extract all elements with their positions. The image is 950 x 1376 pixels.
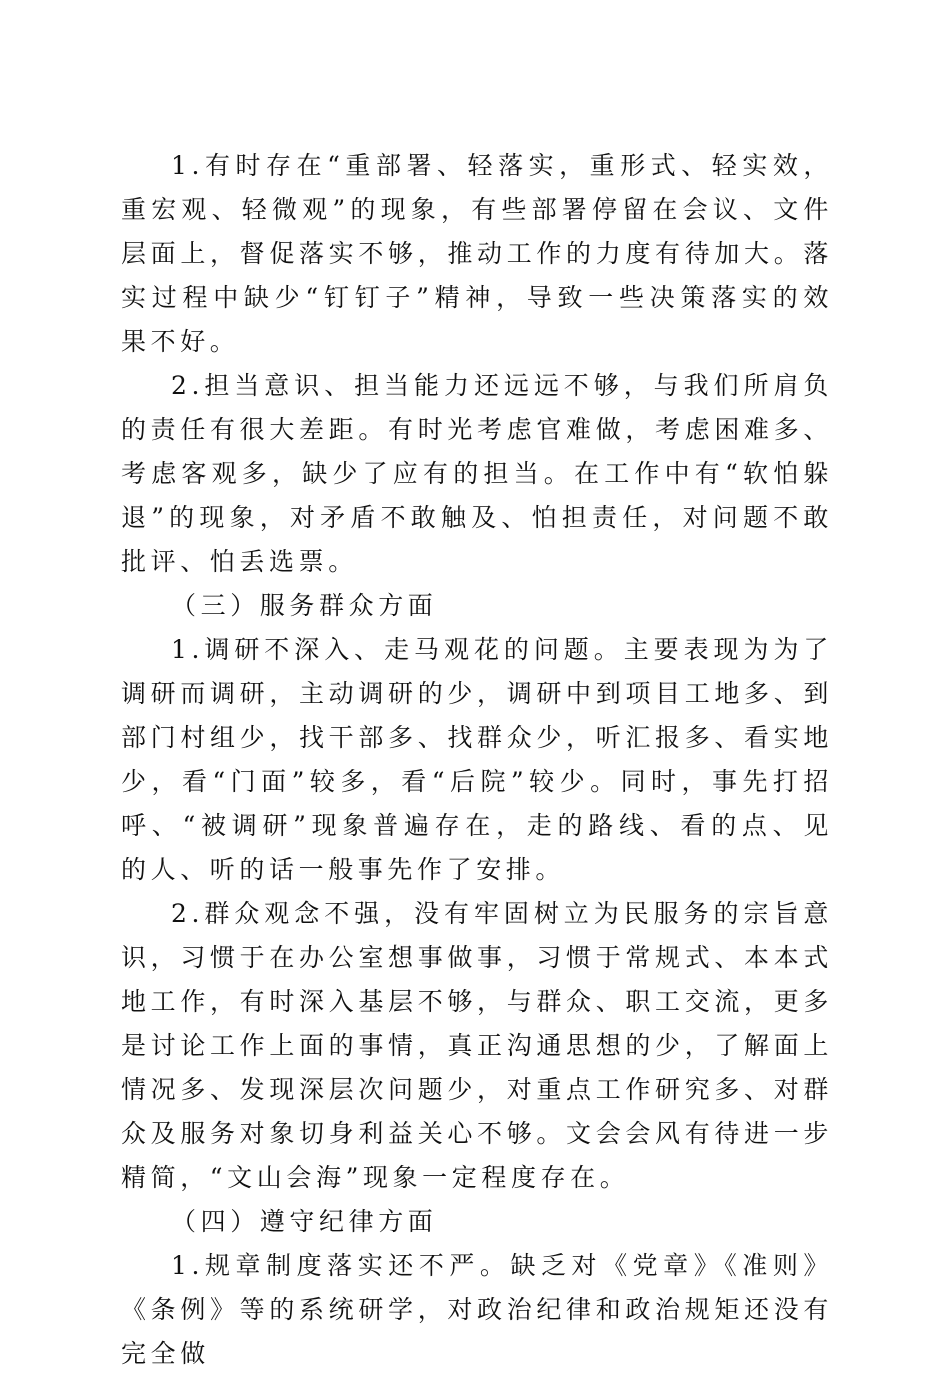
paragraph-item-3-1: 1.调研不深入、走马观花的问题。主要表现为为了调研而调研，主动调研的少，调研中到项目工地多、到部门村组少，找干部多、找群众少，听汇报多、看实地少，看“门面”较多，看“后院”较少。同时，事先打招呼、“被调研”现象普遍存在，走的路线、看的点、见的人、听的话一般事先作了安排。: [121, 635, 833, 884]
paragraph-item-1: 1.有时存在“重部署、轻落实，重形式、轻实效，重宏观、轻微观”的现象，有些部署停留在会议、文件层面上，督促落实不够，推动工作的力度有待加大。落实过程中缺少“钉钉子”精神，导致一些决策落实的效果不好。: [121, 151, 833, 356]
paragraph-item-2: 2.担当意识、担当能力还远远不够，与我们所肩负的责任有很大差距。有时光考虑官难做，考虑困难多、考虑客观多，缺少了应有的担当。在工作中有“软怕躲退”的现象，对矛盾不敢触及、怕担责任，对问题不敢批评、怕丢选票。: [121, 371, 833, 576]
document-body: [121, 144, 833, 1376]
section-heading-3: （三）服务群众方面: [171, 591, 438, 620]
section-heading-4: （四）遵守纪律方面: [171, 1207, 438, 1236]
paragraph-item-3-2: 2.群众观念不强，没有牢固树立为民服务的宗旨意识，习惯于在办公室想事做事，习惯于常规式、本本式地工作，有时深入基层不够，与群众、职工交流，更多是讨论工作上面的事情，真正沟通思想的少，了解面上情况多、发现深层次问题少，对重点工作研究多、对群众及服务对象切身利益关心不够。文会会风有待进一步精简，“文山会海”现象一定程度存在。: [121, 899, 833, 1192]
paragraph-item-4-1: 1.规章制度落实还不严。缺乏对《党章》《准则》《条例》等的系统研学，对政治纪律和政治规矩还没有完全做: [121, 1251, 833, 1368]
